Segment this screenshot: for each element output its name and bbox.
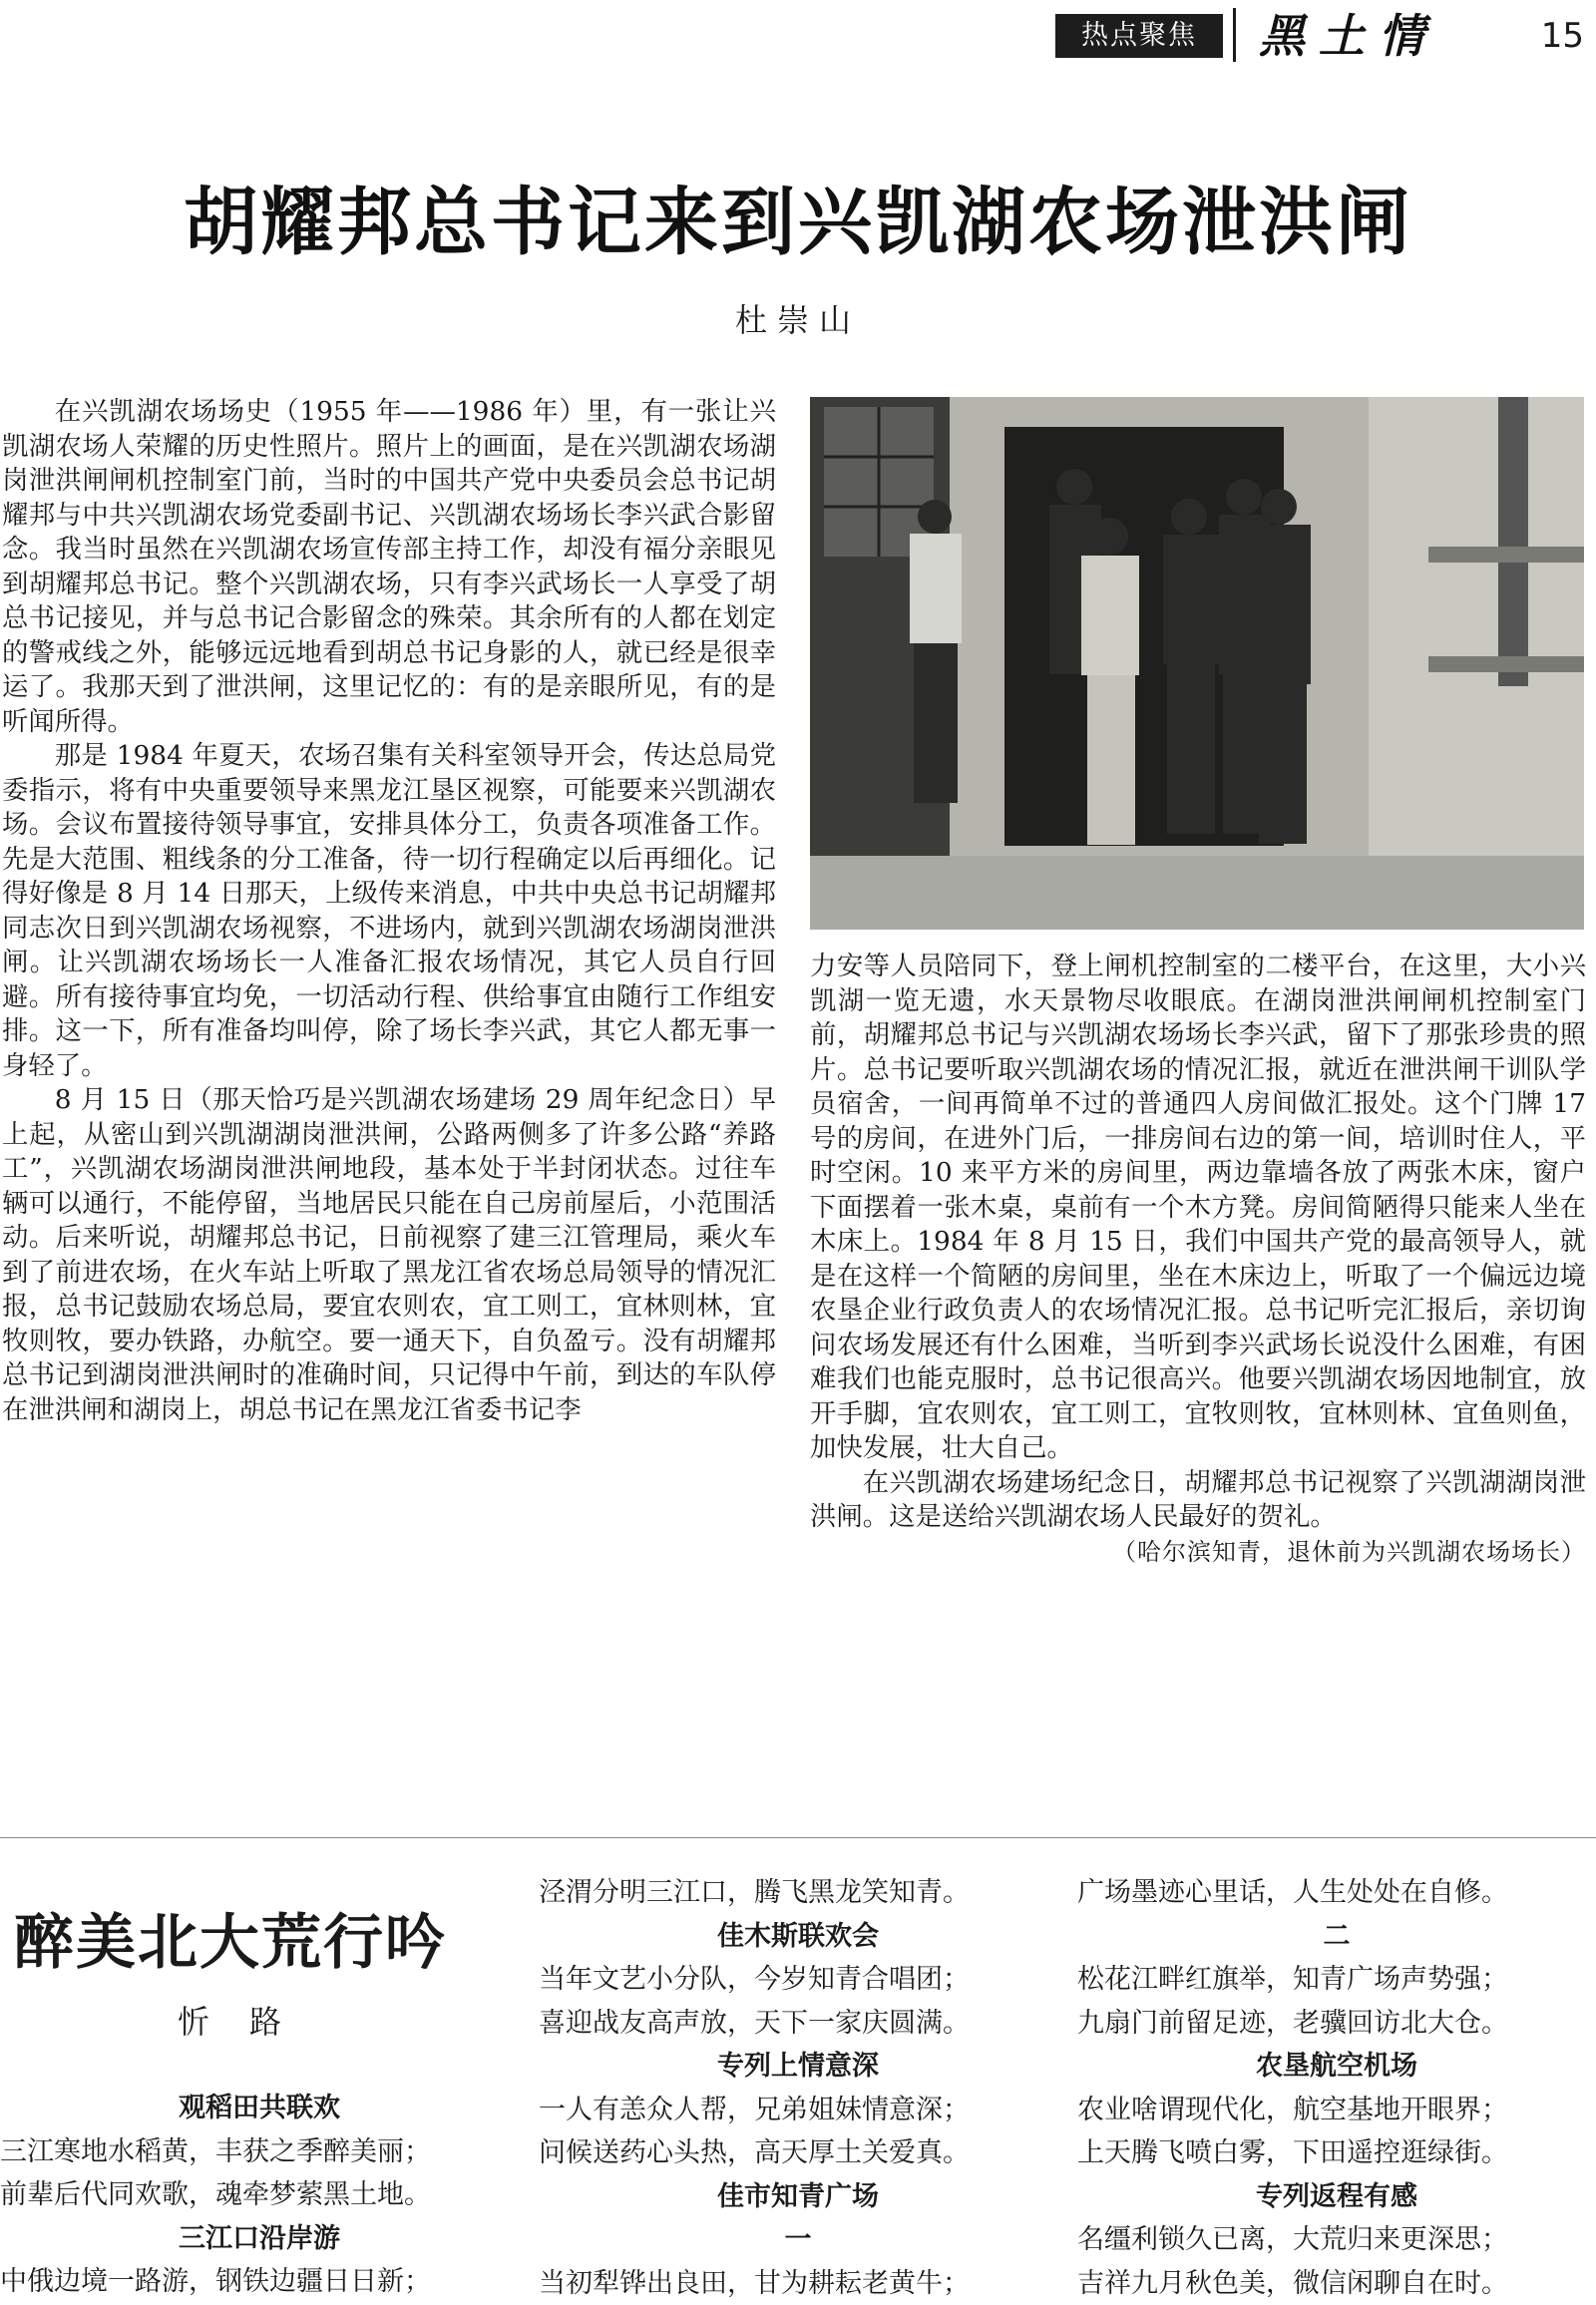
- article-paragraph: 8 月 15 日（那天恰巧是兴凯湖农场建场 29 周年纪念日）早上起，从密山到兴凯湖湖岗泄洪闸，公路两侧多了许多公路“养路工”，兴凯湖农场湖岗泄洪闸地段，基本处于半封闭状态。过往车辆可以通行，不能停留，当地居民只能在自己房前屋后，小范围活动。后来听说，胡耀邦总书记，日前视察了建三江管理局，乘火车到了前进农场，在火车站上听取了黑龙江省农场总局领导的情况汇报，总书记鼓励农场总局，要宜农则农，宜工则工，宜林则林，宜牧则牧，要办铁路，办航空。要一通天下，自负盈亏。没有胡耀邦总书记到湖岗泄洪闸时的准确时间，只记得中午前，到达的车队停在泄洪闸和湖岗上，胡总书记在黑龙江省委书记李: [2, 1083, 776, 1427]
- page-header: [0, 0, 1596, 80]
- article-author: 杜崇山: [0, 295, 1596, 345]
- poem-stanza-heading: 观稻田共联欢: [0, 2087, 519, 2130]
- poem-stanza-heading: 佳木斯联欢会: [539, 1915, 1057, 1959]
- poem-line: 中俄边境一路游，钢铁边疆日日新；: [0, 2260, 519, 2304]
- section-tag: 热点聚焦: [1055, 14, 1223, 58]
- poem-stanza-heading: 三江口沿岸游: [0, 2217, 519, 2261]
- page-number: 15: [1524, 14, 1584, 58]
- poem-line: 上天腾飞喷白雾，下田遥控逛绿街。: [1077, 2131, 1596, 2175]
- photo-illustration: [810, 397, 1584, 930]
- poem-column-2: [539, 1871, 1057, 2305]
- article-paragraph: 力安等人员陪同下，登上闸机控制室的二楼平台，在这里，大小兴凯湖一览无遗，水天景物尽收眼底。在湖岗泄洪闸闸机控制室门前，胡耀邦总书记与兴凯湖农场场长李兴武，留下了那张珍贵的照片。总书记要听取兴凯湖农场的情况汇报，就近在泄洪闸干训队学员宿舍，一间再简单不过的普通四人房间做汇报处。这个门牌 17 号的房间，在进外门后，一排房间右边的第一间，培训时住人，平时空闲。10 来平方米的房间里，两边靠墙各放了两张木床，窗户下面摆着一张木桌，桌前有一个木方凳。房间简陋得只能来人坐在木床上。1984 年 8 月 15 日，我们中国共产党的最高领导人，就是在这样一个简陋的房间里，坐在木床边上，听取了一个偏远边境农垦企业行政负责人的农场情况汇报。总书记听完汇报后，亲切询问农场发展还有什么困难，当听到李兴武场长说没什么困难，有困难我们也能克服时，总书记很高兴。他要兴凯湖农场因地制宜，放开手脚，宜农则农，宜工则工，宜牧则牧，宜林则林、宜鱼则鱼，加快发展，壮大自己。: [810, 950, 1586, 1466]
- poem-line: 名缰利锁久已离，大荒归来更深思；: [1077, 2218, 1596, 2262]
- poem-line: 前辈后代同欢歌，魂牵梦萦黑土地。: [0, 2173, 519, 2217]
- article-title: 胡耀邦总书记来到兴凯湖农场泄洪闸: [0, 168, 1596, 277]
- poem-title: 醉美北大荒行吟: [14, 1903, 493, 1983]
- author-note: （哈尔滨知青，退休前为兴凯湖农场场长）: [810, 1535, 1586, 1570]
- article-left-column: [2, 395, 776, 1811]
- poem-line: 喜迎战友高声放，天下一家庆圆满。: [539, 2002, 1057, 2046]
- poem-line: 九扇门前留足迹，老骥回访北大仓。: [1077, 2002, 1596, 2046]
- poem-line: 农业啥谓现代化，航空基地开眼界；: [1077, 2089, 1596, 2132]
- poem-stanza-heading: 专列返程有感: [1077, 2175, 1596, 2219]
- section-divider: [0, 1837, 1596, 1838]
- poem-line: 当初犁铧出良田，甘为耕耘老黄牛；: [539, 2262, 1057, 2305]
- historic-photo: [810, 397, 1584, 930]
- poem-line: 广场墨迹心里话，人生处处在自修。: [1077, 1871, 1596, 1915]
- poem-line: 泾渭分明三江口，腾飞黑龙笑知青。: [539, 1871, 1057, 1915]
- article-paragraph: 在兴凯湖农场建场纪念日，胡耀邦总书记视察了兴凯湖湖岗泄洪闸。这是送给兴凯湖农场人民最好的贺礼。: [810, 1466, 1586, 1535]
- poem-line: 松花江畔红旗举，知青广场声势强；: [1077, 1958, 1596, 2002]
- poem-stanza-heading: 二: [1077, 1915, 1596, 1959]
- poem-column-1: [0, 2087, 519, 2304]
- article-paragraph: 在兴凯湖农场场史（1955 年——1986 年）里，有一张让兴凯湖农场人荣耀的历史性照片。照片上的画面，是在兴凯湖农场湖岗泄洪闸闸机控制室门前，当时的中国共产党中央委员会总书记胡耀邦与中共兴凯湖农场党委副书记、兴凯湖农场场长李兴武合影留念。我当时虽然在兴凯湖农场宣传部主持工作，却没有福分亲眼见到胡耀邦总书记。整个兴凯湖农场，只有李兴武场长一人享受了胡总书记接见，并与总书记合影留念的殊荣。其余所有的人都在划定的警戒线之外，能够远远地看到胡总书记身影的人，就已经是很幸运了。我那天到了泄洪闸，这里记忆的：有的是亲眼所见，有的是听闻所得。: [2, 395, 776, 739]
- poem-stanza-heading: 农垦航空机场: [1077, 2045, 1596, 2089]
- poem-line: 吉祥九月秋色美，微信闲聊自在时。: [1077, 2262, 1596, 2305]
- poem-line: 当年文艺小分队，今岁知青合唱团；: [539, 1958, 1057, 2002]
- poem-line: 三江寒地水稻黄，丰获之季醉美丽；: [0, 2130, 519, 2174]
- poem-stanza-heading: 一: [539, 2218, 1057, 2262]
- poem-stanza-heading: 佳市知青广场: [539, 2175, 1057, 2219]
- poem-column-3: [1077, 1871, 1596, 2305]
- article-paragraph: 那是 1984 年夏天，农场召集有关科室领导开会，传达总局党委指示，将有中央重要领导来黑龙江垦区视察，可能要来兴凯湖农场。会议布置接待领导事宜，安排具体分工，负责各项准备工作。先是大范围、粗线条的分工准备，待一切行程确定以后再细化。记得好像是 8 月 14 日那天，上级传来消息，中共中央总书记胡耀邦同志次日到兴凯湖农场视察，不进场内，就到兴凯湖农场湖岗泄洪闸。让兴凯湖农场场长一人准备汇报农场情况，其它人员自行回避。所有接待事宜均免，一切活动行程、供给事宜由随行工作组安排。这一下，所有准备均叫停，除了场长李兴武，其它人都无事一身轻了。: [2, 739, 776, 1083]
- poem-line: 一人有恙众人帮，兄弟姐妹情意深；: [539, 2089, 1057, 2132]
- magazine-title: 黑土情: [1259, 4, 1498, 68]
- poem-author: 忻路: [0, 1997, 499, 2047]
- header-divider: [1233, 8, 1236, 62]
- poem-stanza-heading: 专列上情意深: [539, 2045, 1057, 2089]
- article-right-column: [810, 950, 1586, 1827]
- poem-line: 问候送药心头热，高天厚土关爱真。: [539, 2131, 1057, 2175]
